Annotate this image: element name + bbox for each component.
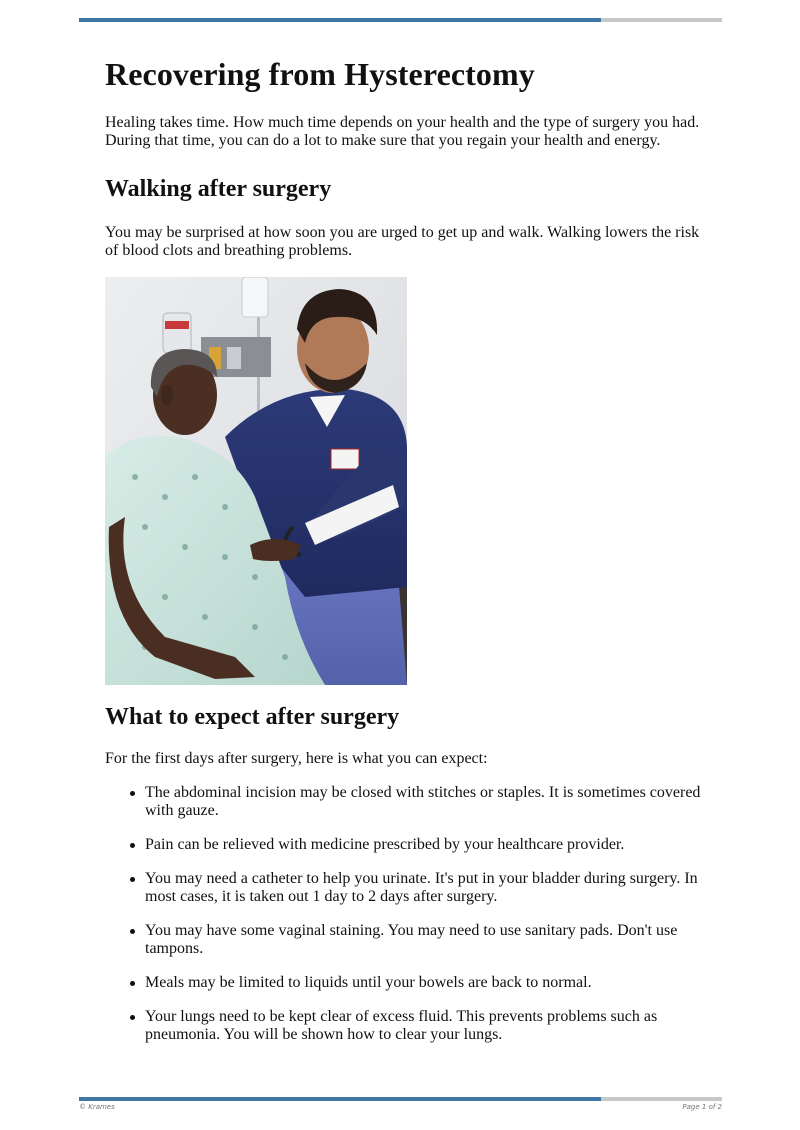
expect-heading: What to expect after surgery: [105, 704, 400, 730]
bullet-icon: [130, 877, 135, 882]
list-item: [145, 870, 705, 906]
intro-paragraph: Healing takes time. How much time depends on your health and the type of surgery you had. During that time, you can do a lot to make sure that you regain your health and energy.: [105, 114, 700, 149]
bullet-icon: [130, 791, 135, 796]
list-item: [145, 836, 705, 854]
walking-paragraph: You may be surprised at how soon you are urged to get up and walk. Walking lowers the risk of blood clots and breathing problems.: [105, 224, 700, 259]
footer-page-number: Page 1 of 2: [682, 1103, 722, 1111]
article: [105, 54, 705, 1060]
bullet-icon: [130, 843, 135, 848]
list-item-text: Your lungs need to be kept clear of excess fluid. This prevents problems such as pneumonia. You will be shown how to clear your lungs.: [145, 1008, 658, 1043]
header-rule-accent: [79, 18, 601, 22]
footer-rule: [79, 1097, 722, 1101]
list-item-text: You may have some vaginal staining. You may need to use sanitary pads. Don't use tampons.: [145, 922, 678, 957]
header-rule: [79, 18, 722, 22]
footer-copyright: © Krames: [79, 1103, 115, 1111]
list-item-text: You may need a catheter to help you urinate. It's put in your bladder during surgery. In most cases, it is taken out 1 day to 2 days after surgery.: [145, 870, 698, 905]
list-item-text: Meals may be limited to liquids until your bowels are back to normal.: [145, 974, 592, 991]
list-item-text: Pain can be relieved with medicine prescribed by your healthcare provider.: [145, 836, 625, 853]
list-item: [145, 1008, 705, 1044]
list-item: [145, 922, 705, 958]
bullet-icon: [130, 1015, 135, 1020]
patient-nurse-photo: [105, 277, 407, 685]
expect-intro: For the first days after surgery, here is what you can expect:: [105, 750, 488, 767]
bullet-icon: [130, 981, 135, 986]
walking-heading: Walking after surgery: [105, 176, 332, 202]
list-item: [145, 784, 705, 820]
bullet-icon: [130, 929, 135, 934]
list-item-text: The abdominal incision may be closed with stitches or staples. It is sometimes covered with gauze.: [145, 784, 701, 819]
page-title: Recovering from Hysterectomy: [105, 56, 535, 92]
expect-list: [105, 784, 705, 1044]
footer-rule-accent: [79, 1097, 601, 1101]
list-item: [145, 974, 705, 992]
